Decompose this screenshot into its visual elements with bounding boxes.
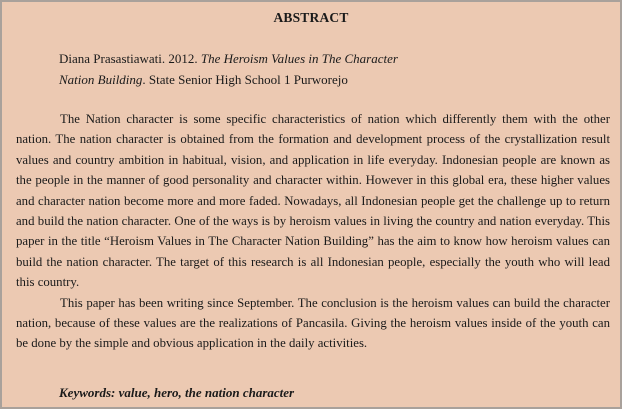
citation-period: . [142, 72, 146, 87]
citation-title-part-2: Nation Building [59, 72, 143, 87]
citation [59, 48, 398, 90]
citation-title-part-1: The Heroism Values in The Character [200, 51, 398, 66]
abstract-paragraph-1: The Nation character is some specific characteristics of nation which differently them with the other nation. The nation character is obtained from the formation and development process of the crystallization result values and country ambition in habitual, vision, and application in life everyday. Indonesian people are known as the people in the manner of good personality and character within. However in this global era, these higher values and character nation become more and more faded. Nowadays, all Indonesian people get the challenge up to return and build the nation character. One of the ways is by heroism values in living the country and nation everyday. This paper in the title “Heroism Values in The Character Nation Building” has the aim to know how heroism values can build the nation character. The target of this research is all Indonesian people, especially the youth who will lead this country. [16, 112, 610, 290]
citation-line-2 [59, 69, 398, 90]
abstract-body [16, 109, 610, 354]
citation-author-year: Diana Prasastiawati. 2012. [59, 51, 201, 66]
citation-line-1 [59, 48, 398, 69]
abstract-title: ABSTRACT [273, 10, 349, 25]
abstract-paragraph-2: This paper has been writing since September. The conclusion is the heroism values can build the character nation, because of these values are the realizations of Pancasila. Giving the heroism values inside of the youth can be done by the simple and obvious application in the daily activities. [16, 295, 610, 351]
citation-institution: State Senior High School 1 Purworejo [145, 72, 348, 87]
keywords: Keywords: value, hero, the nation character [59, 385, 295, 400]
